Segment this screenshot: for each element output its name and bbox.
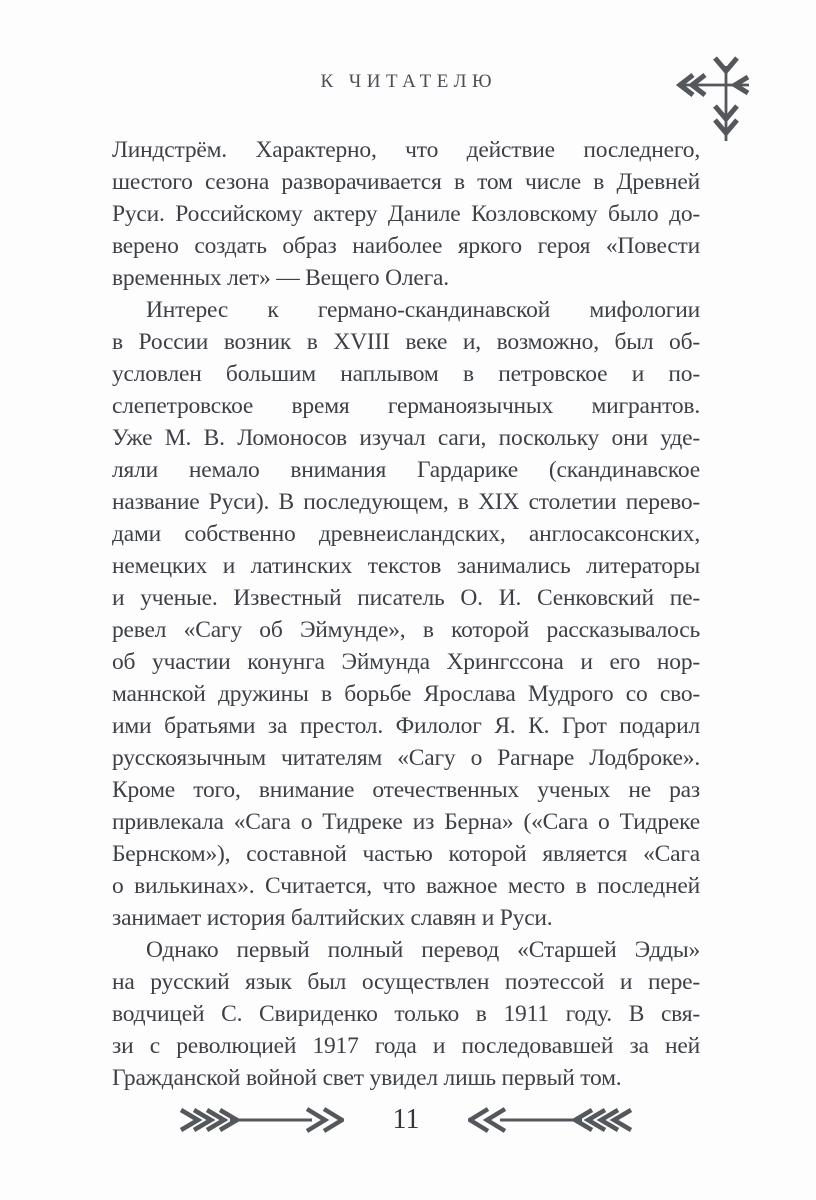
text-line: ими братьями за престол. Филолог Я. К. Грот подарил: [112, 713, 700, 739]
text-line: дами собственно древнеисландских, англосаксонских,: [112, 521, 700, 547]
running-head: К ЧИТАТЕЛЮ: [320, 71, 498, 92]
text-line: в России возник в XVIII веке и, возможно, был об-: [112, 329, 700, 355]
text-line: Однако первый полный перевод «Старшей Эдды»: [146, 937, 700, 963]
text-line: занимает история балтийских славян и Руси.: [112, 905, 553, 931]
text-line: и ученые. Известный писатель О. И. Сенковский пе-: [112, 585, 700, 611]
text-line: ревел «Сагу об Эймунде», в которой рассказывалось: [112, 617, 700, 643]
text-line: на русский язык был осуществлен поэтессой и пере-: [112, 969, 700, 995]
body-text: [112, 134, 700, 1094]
text-line: маннской дружины в борьбе Ярослава Мудрого со сво-: [112, 681, 700, 707]
arrow-cross-icon: [672, 50, 752, 146]
text-line: Линдстрём. Характерно, что действие последнего,: [112, 137, 700, 163]
text-line: условлен большим наплывом в петровское и по-: [112, 361, 700, 387]
text-line: Кроме того, внимание отечественных ученых не раз: [112, 777, 700, 803]
page-number: 11: [392, 1104, 420, 1135]
text-line: о вилькинах». Считается, что важное место в последней: [112, 873, 700, 899]
text-line: название Руси). В последующем, в XIX столетии перево-: [112, 489, 700, 515]
text-line: временных лет» — Вещего Олега.: [112, 265, 449, 291]
text-line: Гражданской войной свет увидел лишь первый том.: [112, 1065, 622, 1091]
text-line: Интерес к германо-скандинавской мифологии: [146, 297, 700, 323]
text-line: водчицей С. Свириденко только в 1911 году. В свя-: [112, 1001, 700, 1027]
footer-arrow-pointing-left-icon: [468, 1100, 634, 1140]
text-line: шестого сезона разворачивается в том числе в Древней: [112, 169, 700, 195]
text-line: слепетровское время германоязычных мигрантов.: [112, 393, 700, 419]
text-line: русскоязычным читателям «Сагу о Рагнаре Лодброке».: [112, 745, 700, 771]
text-line: Руси. Российскому актеру Даниле Козловскому было до-: [112, 201, 700, 227]
text-line: немецких и латинских текстов занимались литераторы: [112, 553, 700, 579]
text-line: Уже М. В. Ломоносов изучал саги, поскольку они уде-: [112, 425, 700, 451]
text-line: Бернском»), составной частью которой является «Сага: [112, 841, 700, 867]
text-line: верено создать образ наиболее яркого героя «Повести: [112, 233, 700, 259]
text-line: привлекала «Сага о Тидреке из Берна» («Сага о Тидреке: [112, 809, 700, 835]
text-line: ляли немало внимания Гардарике (скандинавское: [112, 457, 700, 483]
text-line: об участии конунга Эймунда Хрингссона и его нор-: [112, 649, 700, 675]
text-line: зи с революцией 1917 года и последовавшей за ней: [112, 1033, 700, 1059]
